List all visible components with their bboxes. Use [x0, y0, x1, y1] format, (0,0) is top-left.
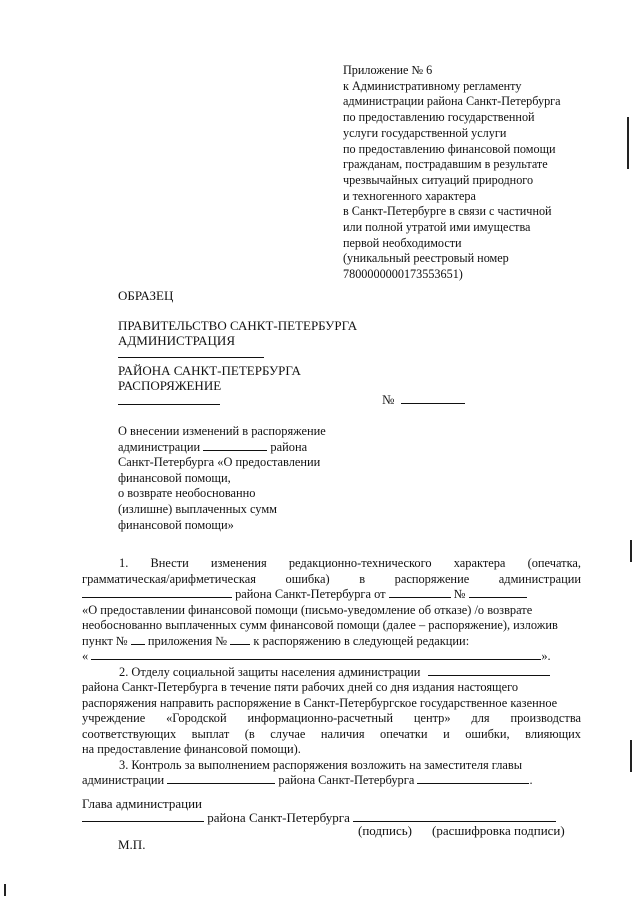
signature-blank: [353, 811, 556, 822]
text: приложения №: [147, 633, 228, 648]
subject-line: [118, 440, 358, 456]
appendix-line: 7800000000173553651): [343, 267, 463, 282]
text: ».: [541, 649, 551, 663]
issuer-blank-line: [118, 357, 264, 358]
scan-edge-mark: [630, 740, 632, 772]
date-blank-line: [118, 404, 220, 405]
word: характера: [453, 556, 506, 570]
issuer-district: РАЙОНА САНКТ-ПЕТЕРБУРГА: [118, 363, 301, 378]
appendix-line: и техногенного характера: [343, 188, 476, 203]
subject-line: Санкт-Петербурга «О предоставлении: [118, 455, 321, 470]
district-blank: [82, 587, 232, 598]
paragraph-3-line: [82, 773, 581, 789]
text: района Санкт-Петербурга от: [235, 587, 386, 601]
paragraph-1-line: [82, 587, 581, 603]
word: Внести: [150, 556, 189, 570]
text: администрации: [82, 773, 165, 787]
text: №: [453, 587, 466, 601]
word: выплат: [191, 726, 230, 741]
paragraph-1-line: [82, 634, 581, 650]
appendix-line: чрезвычайных ситуаций природного: [343, 172, 534, 187]
paragraph-1-line: необоснованно выплаченных сумм финансовой помощи (далее – распоряжение), изложив: [82, 618, 558, 632]
appendix-line: администрации района Санкт-Петербурга: [343, 94, 561, 109]
word: редакционно-технического: [288, 556, 432, 570]
scan-edge-mark: [630, 540, 632, 562]
appendix-line: к Административному регламенту: [343, 78, 522, 93]
word: распоряжение: [394, 571, 470, 586]
word: производства: [510, 711, 582, 725]
number-sign: №: [382, 392, 395, 407]
subject-line: финансовой помощи»: [118, 517, 234, 532]
document-type: РАСПОРЯЖЕНИЕ: [118, 378, 222, 393]
word: и: [443, 726, 450, 741]
word: ошибка): [285, 571, 330, 586]
text: 2. Отделу социальной защиты населения администрации: [119, 664, 421, 679]
text: .: [529, 773, 533, 787]
issuer-administration: АДМИНИСТРАЦИЯ: [118, 333, 235, 348]
appendix-line: по предоставлению государственной: [343, 110, 535, 125]
appendix-line: первой необходимости: [343, 235, 462, 250]
paragraph-2-line: [82, 711, 581, 727]
appendix-line: в Санкт-Петербурге в связи с частичной: [343, 204, 552, 219]
signature-head-title: Глава администрации: [82, 796, 203, 811]
subject-text: района: [270, 439, 308, 454]
word: наличия: [320, 726, 365, 741]
appendix-line: услуги государственной услуги: [343, 125, 507, 140]
paragraph-1-line: «О предоставлении финансовой помощи (письмо-уведомление об отказе) /о возврате: [82, 602, 533, 617]
date-blank: [389, 587, 451, 598]
number-blank: [469, 587, 527, 598]
word: информационно-расчетный: [247, 711, 393, 725]
subject-text: администрации: [118, 439, 201, 454]
subject-blank: [203, 440, 267, 451]
word: учреждение: [82, 711, 146, 725]
department-blank: [428, 665, 550, 676]
text: к распоряжению в следующей редакции:: [253, 633, 470, 648]
deputy-name-blank: [417, 773, 529, 784]
word: в: [359, 571, 366, 586]
signature-caption: (подпись): [358, 823, 412, 838]
scan-edge-mark: [627, 117, 629, 169]
deputy-district-blank: [167, 773, 275, 784]
appendix-header: [343, 63, 593, 283]
word: влияющих: [525, 726, 581, 741]
word: случае: [270, 726, 306, 741]
appendix-number-blank: [230, 634, 250, 645]
appendix-line: Приложение № 6: [343, 63, 433, 77]
number-blank: [401, 392, 465, 404]
text: пункт №: [82, 633, 128, 648]
paragraph-1-line: [82, 556, 581, 572]
signature-district: района Санкт-Петербурга: [207, 810, 350, 825]
paragraph-2-line: района Санкт-Петербурга в течение пяти рабочих дней со дня издания настоящего: [82, 680, 519, 694]
appendix-line: или полной утратой ими имущества: [343, 220, 531, 235]
word: «Городской: [166, 711, 227, 725]
word: для: [471, 711, 490, 725]
word: ошибки,: [465, 726, 510, 741]
item-blank: [131, 634, 145, 645]
paragraph-1-line: [82, 572, 581, 588]
order-body: [82, 556, 581, 789]
order-subject: [118, 424, 358, 533]
text: района Санкт-Петербурга: [278, 773, 415, 787]
word: центр»: [413, 711, 451, 725]
word: 1.: [119, 556, 129, 570]
word: опечатки: [380, 726, 428, 741]
paragraph-2-line: [82, 665, 581, 681]
sample-label: ОБРАЗЕЦ: [118, 288, 174, 303]
seal-label: М.П.: [118, 837, 146, 852]
word: администрации: [498, 571, 581, 586]
paragraph-2-line: [82, 727, 581, 743]
subject-line: о возврате необоснованно: [118, 486, 256, 501]
order-number: [382, 392, 465, 408]
signature-district-blank: [82, 811, 204, 822]
word: (опечатка,: [527, 556, 582, 570]
text: «: [82, 649, 89, 663]
appendix-line: (уникальный реестровый номер: [343, 251, 509, 266]
word: грамматическая/арифметическая: [82, 571, 256, 586]
paragraph-2-line: на предоставление финансовой помощи).: [82, 742, 301, 756]
subject-line: О внесении изменений в распоряжение: [118, 424, 326, 438]
word: (в: [244, 726, 255, 741]
subject-line: финансовой помощи,: [118, 470, 231, 485]
appendix-line: гражданам, пострадавшим в результате: [343, 157, 548, 172]
decode-caption: (расшифровка подписи): [432, 823, 565, 838]
word: соответствующих: [82, 726, 177, 741]
scan-edge-mark: [4, 884, 6, 896]
appendix-line: по предоставлению финансовой помощи: [343, 141, 556, 156]
word: изменения: [210, 556, 267, 570]
new-wording-blank: [91, 649, 541, 660]
subject-line: (излишне) выплаченных сумм: [118, 501, 278, 516]
issuer-government: ПРАВИТЕЛЬСТВО САНКТ-ПЕТЕРБУРГА: [118, 318, 358, 333]
paragraph-1-line: [82, 649, 581, 665]
paragraph-2-line: распоряжения направить распоряжение в Санкт-Петербургское государственное казенное: [82, 695, 558, 710]
paragraph-3-line: 3. Контроль за выполнением распоряжения возложить на заместителя главы: [119, 757, 523, 772]
